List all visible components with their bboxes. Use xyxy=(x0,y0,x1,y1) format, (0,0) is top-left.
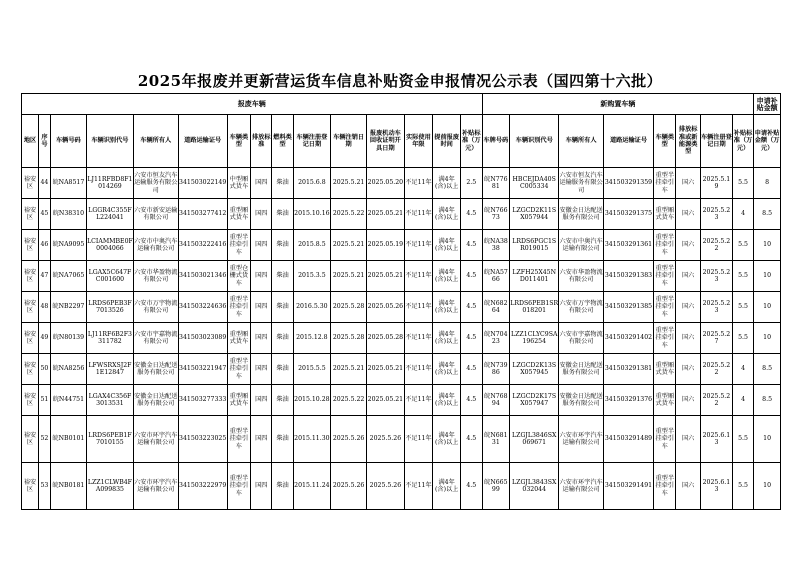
table-cell: 国六 xyxy=(676,416,701,463)
table-cell: 8.5 xyxy=(754,199,781,230)
table-cell: LJ11RF6B2F3311782 xyxy=(87,323,134,354)
table-cell: 10 xyxy=(754,292,781,323)
table-cell: 六安市环宇汽车运输有限公司 xyxy=(133,416,178,463)
table-cell: 安徽金日达配送服务有限公司 xyxy=(559,199,604,230)
table-cell: 5.5 xyxy=(732,416,753,463)
table-cell: 皖NB0101 xyxy=(50,416,86,463)
table-cell: 不足11年 xyxy=(404,168,433,199)
table-cell: 2025.5.26 xyxy=(367,416,404,463)
table-cell: 46 xyxy=(39,230,51,261)
table-cell: 皖NB0181 xyxy=(50,463,86,510)
table-cell: 柴油 xyxy=(272,385,293,416)
table-cell: 国四 xyxy=(251,168,272,199)
table-cell: 不足11年 xyxy=(404,463,433,510)
table-cell: 裕安区 xyxy=(22,385,39,416)
table-cell: 六安市华盈物流有限公司 xyxy=(133,261,178,292)
table-cell: 10 xyxy=(754,323,781,354)
table-cell: 六安市恒友汽车运输服务有限公司 xyxy=(133,168,178,199)
table-cell: 皖N38310 xyxy=(50,199,86,230)
table-cell: 2025.6.13 xyxy=(700,463,732,510)
table-cell: 45 xyxy=(39,199,51,230)
column-header: 排放标准或新能源类型 xyxy=(676,115,701,168)
table-cell: 重型半挂牵引车 xyxy=(654,463,676,510)
table-cell: 8 xyxy=(754,168,781,199)
table-cell: 4 xyxy=(732,354,753,385)
table-row xyxy=(22,416,781,463)
table-cell: 44 xyxy=(39,168,51,199)
table-cell: 不足11年 xyxy=(404,354,433,385)
table-cell: 341503291381 xyxy=(603,354,653,385)
column-header: 车辆注销日期 xyxy=(331,115,367,168)
table-cell: 重型半挂牵引车 xyxy=(227,292,250,323)
table-cell: 国六 xyxy=(676,261,701,292)
table-cell: 裕安区 xyxy=(22,354,39,385)
table-cell: 341503291375 xyxy=(603,199,653,230)
table-cell: LZFH25X45ND011401 xyxy=(510,261,559,292)
table-cell: 皖N80139 xyxy=(50,323,86,354)
column-header: 车牌号码 xyxy=(482,115,510,168)
table-cell: 柴油 xyxy=(272,323,293,354)
table-cell: 重型厢式货车 xyxy=(654,199,676,230)
table-cell: 国六 xyxy=(676,292,701,323)
table-cell: 2015.8.5 xyxy=(293,230,330,261)
column-header: 道路运输证号 xyxy=(603,115,653,168)
table-cell: 裕安区 xyxy=(22,323,39,354)
table-cell: 皖N77681 xyxy=(482,168,510,199)
table-cell: 中型厢式货车 xyxy=(227,168,250,199)
table-cell: 国六 xyxy=(676,463,701,510)
table-cell: 不足11年 xyxy=(404,292,433,323)
table-cell: 裕安区 xyxy=(22,463,39,510)
table-cell: 皖N44751 xyxy=(50,385,86,416)
table-cell: 4.5 xyxy=(461,323,482,354)
table-cell: 5.5 xyxy=(732,463,753,510)
table-cell: 2015.11.24 xyxy=(293,463,330,510)
table-cell: 皖N76673 xyxy=(482,199,510,230)
table-cell: 重型半挂牵引车 xyxy=(227,354,250,385)
table-cell: 国四 xyxy=(251,199,272,230)
table-cell: 8.5 xyxy=(754,385,781,416)
table-cell: 4.5 xyxy=(461,416,482,463)
table-cell: 5.5 xyxy=(732,261,753,292)
table-cell: 六安市环宇汽车运输有限公司 xyxy=(559,463,604,510)
table-cell: 5.5 xyxy=(732,292,753,323)
table-cell: 满4年(含)以上 xyxy=(433,463,461,510)
table-cell: 4.5 xyxy=(461,463,482,510)
table-cell: 国四 xyxy=(251,292,272,323)
table-cell: 2015.10.16 xyxy=(293,199,330,230)
table-cell: 8.5 xyxy=(754,354,781,385)
table-cell: 2025.5.21 xyxy=(331,168,367,199)
table-cell: 重型厢式货车 xyxy=(227,323,250,354)
table-cell: 满4年(含)以上 xyxy=(433,199,461,230)
table-cell: 341503223025 xyxy=(178,416,227,463)
column-header: 车辆所有人 xyxy=(133,115,178,168)
table-cell: 裕安区 xyxy=(22,199,39,230)
table-cell: 重型半挂牵引车 xyxy=(654,261,676,292)
column-header: 排放标准 xyxy=(251,115,272,168)
table-cell: 2025.5.21 xyxy=(331,261,367,292)
table-cell: 5.5 xyxy=(732,168,753,199)
table-row xyxy=(22,230,781,261)
table-cell: 341503022149 xyxy=(178,168,227,199)
table-cell: 4.5 xyxy=(461,354,482,385)
table-cell: 国四 xyxy=(251,354,272,385)
table-cell: 2025.5.23 xyxy=(700,292,732,323)
table-cell: HBCEJDA40SC005334 xyxy=(510,168,559,199)
table-cell: 皖N70423 xyxy=(482,323,510,354)
table-cell: 2025.5.22 xyxy=(700,385,732,416)
table-cell: 裕安区 xyxy=(22,261,39,292)
table-cell: 341503291383 xyxy=(603,261,653,292)
column-header: 地区 xyxy=(22,115,39,168)
table-cell: 341503277412 xyxy=(178,199,227,230)
table-row xyxy=(22,292,781,323)
table-cell: 不足11年 xyxy=(404,385,433,416)
table-cell: 满4年(含)以上 xyxy=(433,261,461,292)
table-cell: 重型半挂牵引车 xyxy=(227,463,250,510)
table-cell: 六安市华盈物流有限公司 xyxy=(559,261,604,292)
table-cell: 341503291489 xyxy=(603,416,653,463)
column-header: 车辆号码 xyxy=(50,115,86,168)
table-cell: 2025.5.22 xyxy=(700,354,732,385)
table-cell: 柴油 xyxy=(272,199,293,230)
table-cell: 皖N68264 xyxy=(482,292,510,323)
table-cell: 国六 xyxy=(676,168,701,199)
column-header: 序号 xyxy=(39,115,51,168)
table-cell: 2025.5.28 xyxy=(331,323,367,354)
group-subsidy: 申请补贴金额 xyxy=(754,94,781,115)
table-cell: 皖NA5766 xyxy=(482,261,510,292)
table-cell: 六安市环宇汽车运输有限公司 xyxy=(559,416,604,463)
subsidy-table xyxy=(21,93,781,510)
table-cell: 2015.6.8 xyxy=(293,168,330,199)
table-cell: 满4年(含)以上 xyxy=(433,354,461,385)
table-cell: LZZ1CLWB4FA099835 xyxy=(87,463,134,510)
table-cell: 安徽金日达配送服务有限公司 xyxy=(559,354,604,385)
table-cell: 重型半挂牵引车 xyxy=(227,230,250,261)
table-cell: 341503222416 xyxy=(178,230,227,261)
column-header: 车辆识别代号 xyxy=(87,115,134,168)
column-header-row xyxy=(22,115,781,168)
table-cell: 2025.5.22 xyxy=(700,230,732,261)
table-cell: 重型半挂牵引车 xyxy=(654,168,676,199)
table-cell: 六安市恒友汽车运输服务有限公司 xyxy=(559,168,604,199)
table-cell: 2025.5.22 xyxy=(331,199,367,230)
column-header: 道路运输证号 xyxy=(178,115,227,168)
table-cell: LCIAMMBE0F0004066 xyxy=(87,230,134,261)
table-cell: 2025.05.21 xyxy=(367,199,404,230)
table-cell: 341503224636 xyxy=(178,292,227,323)
table-cell: 49 xyxy=(39,323,51,354)
table-row xyxy=(22,354,781,385)
table-cell: 4.5 xyxy=(461,230,482,261)
table-cell: 10 xyxy=(754,463,781,510)
table-row xyxy=(22,385,781,416)
table-cell: 341503021346 xyxy=(178,261,227,292)
table-cell: 国四 xyxy=(251,230,272,261)
column-header: 燃料类型 xyxy=(272,115,293,168)
table-cell: 皖NA8517 xyxy=(50,168,86,199)
table-cell: 2015.12.8 xyxy=(293,323,330,354)
table-cell: 2016.5.30 xyxy=(293,292,330,323)
column-header: 实际使用年限 xyxy=(404,115,433,168)
table-cell: 皖N66599 xyxy=(482,463,510,510)
table-cell: 皖NA9095 xyxy=(50,230,86,261)
table-cell: 六安市万宇物流有限公司 xyxy=(133,292,178,323)
table-cell: 5.5 xyxy=(732,230,753,261)
column-header: 车辆注册登记日期 xyxy=(293,115,330,168)
table-cell: 52 xyxy=(39,416,51,463)
column-header: 车辆类型 xyxy=(654,115,676,168)
table-cell: 皖N68131 xyxy=(482,416,510,463)
table-cell: 皖NA8256 xyxy=(50,354,86,385)
table-cell: 裕安区 xyxy=(22,416,39,463)
table-cell: 满4年(含)以上 xyxy=(433,323,461,354)
table-cell: 341503023089 xyxy=(178,323,227,354)
table-cell: 2025.05.26 xyxy=(367,292,404,323)
table-cell: 六安市宇嘉物流有限公司 xyxy=(559,323,604,354)
table-cell: 裕安区 xyxy=(22,168,39,199)
table-cell: 5.5 xyxy=(732,323,753,354)
table-cell: 4 xyxy=(732,385,753,416)
column-header: 提前报废时间 xyxy=(433,115,461,168)
table-cell: 满4年(含)以上 xyxy=(433,385,461,416)
table-cell: 341503291491 xyxy=(603,463,653,510)
table-cell: 安徽金日达配送服务有限公司 xyxy=(133,354,178,385)
table-cell: 重型半挂牵引车 xyxy=(654,230,676,261)
table-cell: 国四 xyxy=(251,463,272,510)
table-cell: 53 xyxy=(39,463,51,510)
table-cell: 47 xyxy=(39,261,51,292)
table-cell: LZGCD2K17SX057947 xyxy=(510,385,559,416)
table-cell: LGAX4C356F3013531 xyxy=(87,385,134,416)
table-cell: 2025.05.21 xyxy=(367,261,404,292)
column-header: 报废机动车回收证明开具日期 xyxy=(367,115,404,168)
table-cell: 六安市中奥汽车运输有限公司 xyxy=(133,230,178,261)
table-cell: 2025.5.19 xyxy=(700,168,732,199)
table-cell: 六安市宇嘉物流有限公司 xyxy=(133,323,178,354)
table-cell: 10 xyxy=(754,230,781,261)
table-cell: 国四 xyxy=(251,385,272,416)
table-cell: 重型半挂牵引车 xyxy=(654,416,676,463)
table-cell: LJ11RFBD8F1014269 xyxy=(87,168,134,199)
table-cell: 国六 xyxy=(676,354,701,385)
table-cell: LRDS6PEB1SR018201 xyxy=(510,292,559,323)
table-cell: 2.5 xyxy=(461,168,482,199)
table-cell: 2025.5.23 xyxy=(700,199,732,230)
table-cell: LZGJL3846SX069671 xyxy=(510,416,559,463)
table-row xyxy=(22,323,781,354)
table-cell: 柴油 xyxy=(272,230,293,261)
table-row xyxy=(22,261,781,292)
table-cell: 2025.5.26 xyxy=(367,463,404,510)
table-cell: 2025.5.21 xyxy=(331,230,367,261)
table-cell: 六安市万宇物流有限公司 xyxy=(559,292,604,323)
table-cell: 国六 xyxy=(676,199,701,230)
table-cell: LZGCD2K13SX057945 xyxy=(510,354,559,385)
table-cell: 2025.5.26 xyxy=(331,416,367,463)
table-cell: 安徽金日达配送服务有限公司 xyxy=(559,385,604,416)
table-cell: 2015.3.5 xyxy=(293,261,330,292)
table-cell: 不足11年 xyxy=(404,416,433,463)
table-row xyxy=(22,199,781,230)
table-cell: 六安市环宇汽车运输有限公司 xyxy=(133,463,178,510)
column-header: 补贴标准（万元） xyxy=(732,115,753,168)
table-cell: 六安市中奥汽车运输有限公司 xyxy=(559,230,604,261)
table-cell: 341503291376 xyxy=(603,385,653,416)
table-cell: LZGJL3843SX032044 xyxy=(510,463,559,510)
table-cell: 2025.5.27 xyxy=(700,323,732,354)
table-cell: LRDS6PGC1SR019015 xyxy=(510,230,559,261)
table-cell: 皖NB2297 xyxy=(50,292,86,323)
table-cell: 10 xyxy=(754,261,781,292)
table-cell: 重型半挂牵引车 xyxy=(654,292,676,323)
table-cell: 重型厢式货车 xyxy=(654,354,676,385)
table-cell: 341503277333 xyxy=(178,385,227,416)
table-cell: 满4年(含)以上 xyxy=(433,416,461,463)
table-cell: 2025.5.26 xyxy=(331,463,367,510)
table-cell: 柴油 xyxy=(272,354,293,385)
table-cell: 不足11年 xyxy=(404,230,433,261)
table-cell: 2025.6.13 xyxy=(700,416,732,463)
table-cell: 不足11年 xyxy=(404,323,433,354)
column-header: 车辆识别代号 xyxy=(510,115,559,168)
table-cell: 重型厢式货车 xyxy=(227,385,250,416)
table-cell: 2025.5.28 xyxy=(331,292,367,323)
table-cell: 皖NA3838 xyxy=(482,230,510,261)
column-header: 补贴标准（万元） xyxy=(461,115,482,168)
table-cell: 国六 xyxy=(676,385,701,416)
group-scrap-vehicles: 报废车辆 xyxy=(22,94,483,115)
table-cell: 重型厢式货车 xyxy=(227,199,250,230)
table-cell: 国四 xyxy=(251,323,272,354)
table-cell: 2025.05.20 xyxy=(367,168,404,199)
table-cell: 341503291385 xyxy=(603,292,653,323)
table-cell: 48 xyxy=(39,292,51,323)
table-cell: 50 xyxy=(39,354,51,385)
table-cell: 重型半挂牵引车 xyxy=(654,323,676,354)
table-cell: 不足11年 xyxy=(404,261,433,292)
table-cell: 2025.05.21 xyxy=(367,385,404,416)
table-cell: 不足11年 xyxy=(404,199,433,230)
table-cell: 2025.5.22 xyxy=(331,385,367,416)
table-cell: 4.5 xyxy=(461,261,482,292)
table-cell: 国六 xyxy=(676,323,701,354)
column-header: 车辆类型 xyxy=(227,115,250,168)
table-cell: 满4年(含)以上 xyxy=(433,230,461,261)
table-cell: 安徽金日达配送服务有限公司 xyxy=(133,385,178,416)
table-cell: 341503291359 xyxy=(603,168,653,199)
column-header: 车辆注册登记日期 xyxy=(700,115,732,168)
table-cell: 柴油 xyxy=(272,416,293,463)
table-cell: 重型仓栅式货车 xyxy=(227,261,250,292)
column-header: 车辆所有人 xyxy=(559,115,604,168)
table-cell: LZZ1CLYC9SA196254 xyxy=(510,323,559,354)
table-cell: 裕安区 xyxy=(22,230,39,261)
column-header: 申请补贴金额（万元） xyxy=(754,115,781,168)
table-cell: 皖NA7065 xyxy=(50,261,86,292)
table-cell: 柴油 xyxy=(272,463,293,510)
page-title: 2025年报废并更新营运货车信息补贴资金申报情况公示表（国四第十六批） xyxy=(137,72,663,90)
table-cell: LZGCD2K11SX057944 xyxy=(510,199,559,230)
table-cell: 4.5 xyxy=(461,199,482,230)
table-cell: 2015.10.28 xyxy=(293,385,330,416)
table-cell: 2025.5.23 xyxy=(700,261,732,292)
table-cell: 国四 xyxy=(251,261,272,292)
table-row xyxy=(22,168,781,199)
table-cell: 2025.05.21 xyxy=(367,354,404,385)
table-cell: 341503221947 xyxy=(178,354,227,385)
table-cell: 51 xyxy=(39,385,51,416)
table-cell: 4.5 xyxy=(461,385,482,416)
table-cell: 皖N76894 xyxy=(482,385,510,416)
table-cell: LRDS6PEB3F7013526 xyxy=(87,292,134,323)
table-cell: 2015.5.5 xyxy=(293,354,330,385)
table-cell: 2025.5.21 xyxy=(331,354,367,385)
table-cell: 2025.05.19 xyxy=(367,230,404,261)
table-cell: 满4年(含)以上 xyxy=(433,168,461,199)
table-cell: 国六 xyxy=(676,230,701,261)
table-cell: LGAX5C647FC001600 xyxy=(87,261,134,292)
table-cell: 重型厢式货车 xyxy=(654,385,676,416)
table-cell: LFWSRXSJ2F1E12847 xyxy=(87,354,134,385)
table-cell: 4 xyxy=(732,199,753,230)
table-row xyxy=(22,463,781,510)
table-cell: 皖N73986 xyxy=(482,354,510,385)
table-cell: 341503222979 xyxy=(178,463,227,510)
table-cell: 341503291402 xyxy=(603,323,653,354)
table-cell: 341503291361 xyxy=(603,230,653,261)
table-cell: 裕安区 xyxy=(22,292,39,323)
table-cell: 六安市新安运输有限公司 xyxy=(133,199,178,230)
table-cell: 柴油 xyxy=(272,261,293,292)
table-cell: 2015.11.30 xyxy=(293,416,330,463)
table-cell: 满4年(含)以上 xyxy=(433,292,461,323)
table-cell: 柴油 xyxy=(272,292,293,323)
table-cell: 4.5 xyxy=(461,292,482,323)
table-cell: 柴油 xyxy=(272,168,293,199)
table-cell: LGGR4C355FL224041 xyxy=(87,199,134,230)
table-cell: 重型半挂牵引车 xyxy=(227,416,250,463)
group-new-vehicles: 新购置车辆 xyxy=(482,94,754,115)
table-cell: LRDS6PEB1F7010155 xyxy=(87,416,134,463)
table-cell: 10 xyxy=(754,416,781,463)
table-cell: 国四 xyxy=(251,416,272,463)
table-cell: 2025.05.28 xyxy=(367,323,404,354)
